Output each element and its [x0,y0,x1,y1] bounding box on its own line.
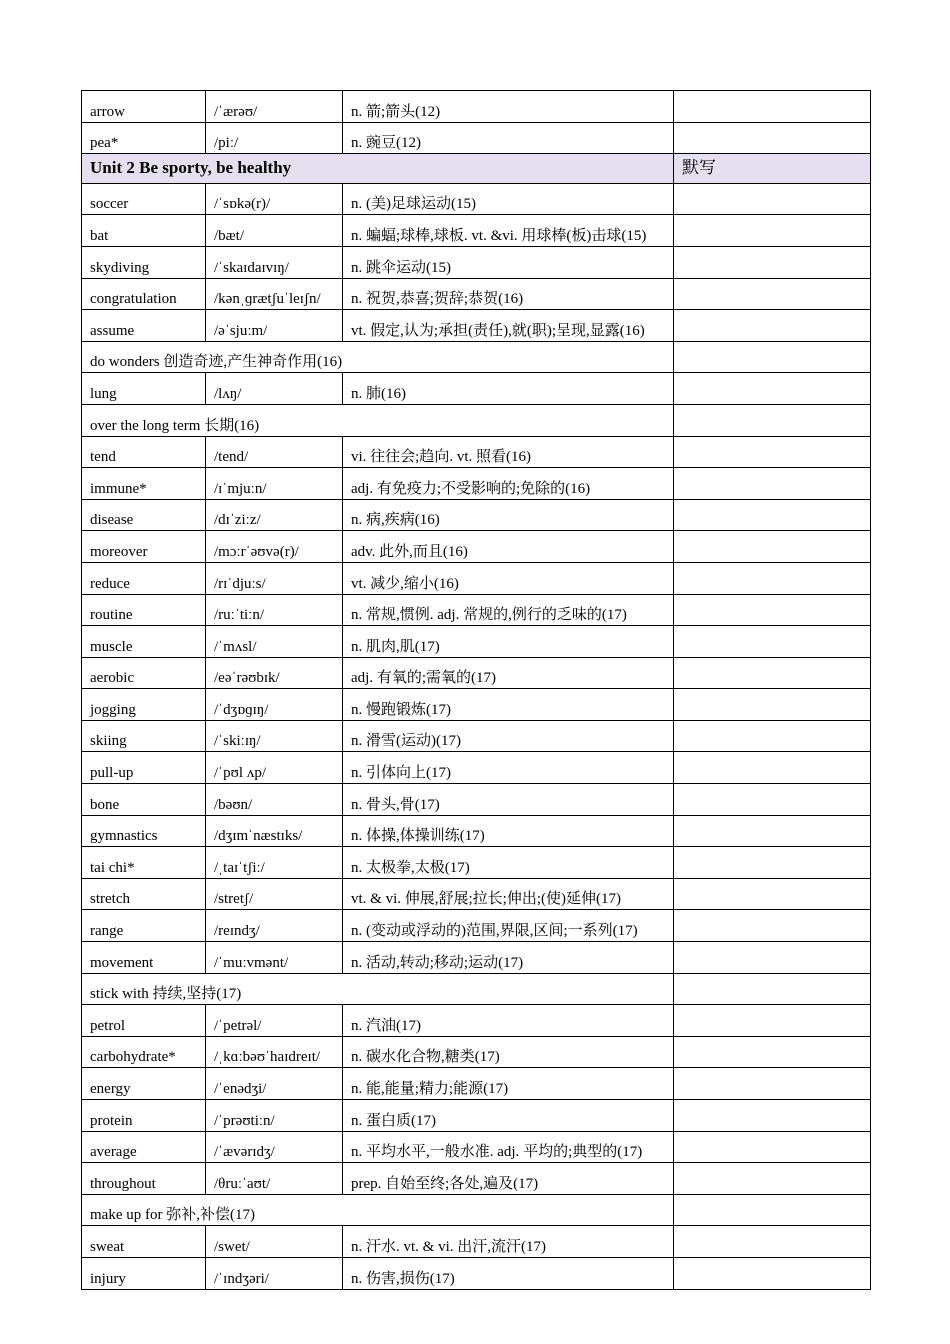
word-row [82,310,871,342]
meaning-cell: n. 汽油(17) [343,1005,674,1037]
word-row [82,122,871,154]
word-row [82,689,871,721]
word-cell: moreover [82,531,206,563]
word-row [82,1036,871,1068]
meaning-cell: n. 常规,惯例. adj. 常规的,例行的乏味的(17) [343,594,674,626]
meaning-cell: adj. 有氧的;需氧的(17) [343,657,674,689]
word-cell: soccer [82,183,206,215]
phonetic-cell: /ruːˈtiːn/ [206,594,343,626]
meaning-cell: n. 滑雪(运动)(17) [343,720,674,752]
word-cell: pull-up [82,752,206,784]
word-row [82,278,871,310]
dictation-cell[interactable] [674,278,871,310]
phonetic-cell: /bəʊn/ [206,784,343,816]
word-cell: congratulation [82,278,206,310]
phrase-text: over the long term 长期(16) [82,404,674,436]
phonetic-cell: /ˈpʊl ʌp/ [206,752,343,784]
meaning-cell: n. 病,疾病(16) [343,499,674,531]
phonetic-cell: /ˈsɒkə(r)/ [206,183,343,215]
word-row [82,246,871,278]
word-row [82,1131,871,1163]
word-cell: range [82,910,206,942]
dictation-cell[interactable] [674,815,871,847]
dictation-cell[interactable] [674,341,871,373]
meaning-cell: n. 碳水化合物,糖类(17) [343,1036,674,1068]
phonetic-cell: /tend/ [206,436,343,468]
meaning-cell: vi. 往往会;趋向. vt. 照看(16) [343,436,674,468]
meaning-cell: n. (变动或浮动的)范围,界限,区间;一系列(17) [343,910,674,942]
word-cell: immune* [82,468,206,500]
word-cell: sweat [82,1226,206,1258]
word-cell: aerobic [82,657,206,689]
dictation-cell[interactable] [674,1036,871,1068]
word-row [82,815,871,847]
word-cell: petrol [82,1005,206,1037]
phonetic-cell: /ˈmʌsl/ [206,626,343,658]
meaning-cell: n. 肺(16) [343,373,674,405]
word-row [82,910,871,942]
meaning-cell: n. 豌豆(12) [343,122,674,154]
dictation-header: 默写 [674,154,871,184]
word-cell: pea* [82,122,206,154]
dictation-cell[interactable] [674,183,871,215]
dictation-cell[interactable] [674,373,871,405]
dictation-cell[interactable] [674,1226,871,1258]
unit-header-row [82,154,871,184]
dictation-cell[interactable] [674,1163,871,1195]
dictation-cell[interactable] [674,942,871,974]
meaning-cell: adv. 此外,而且(16) [343,531,674,563]
phonetic-cell: /əˈsjuːm/ [206,310,343,342]
dictation-cell[interactable] [674,847,871,879]
word-row [82,468,871,500]
dictation-cell[interactable] [674,594,871,626]
word-row [82,1163,871,1195]
dictation-cell[interactable] [674,1257,871,1289]
meaning-cell: n. 肌肉,肌(17) [343,626,674,658]
phonetic-cell: /ˈɪndʒəri/ [206,1257,343,1289]
dictation-cell[interactable] [674,689,871,721]
word-row [82,1005,871,1037]
meaning-cell: n. 骨头,骨(17) [343,784,674,816]
meaning-cell: n. 平均水平,一般水准. adj. 平均的;典型的(17) [343,1131,674,1163]
word-cell: protein [82,1100,206,1132]
meaning-cell: n. 蛋白质(17) [343,1100,674,1132]
phonetic-cell: /ˈenədʒi/ [206,1068,343,1100]
dictation-cell[interactable] [674,468,871,500]
dictation-cell[interactable] [674,720,871,752]
word-row [82,1257,871,1289]
phonetic-cell: /kənˌɡrætʃuˈleɪʃn/ [206,278,343,310]
meaning-cell: vt. 假定,认为;承担(责任),就(职);呈现,显露(16) [343,310,674,342]
dictation-cell[interactable] [674,1100,871,1132]
word-cell: stretch [82,878,206,910]
dictation-cell[interactable] [674,1131,871,1163]
phonetic-cell: /ˈærəʊ/ [206,91,343,123]
word-cell: assume [82,310,206,342]
phonetic-cell: /eəˈrəʊbɪk/ [206,657,343,689]
dictation-cell[interactable] [674,1194,871,1226]
phonetic-cell: /mɔːrˈəʊvə(r)/ [206,531,343,563]
meaning-cell: n. 跳伞运动(15) [343,246,674,278]
dictation-cell[interactable] [674,562,871,594]
word-cell: average [82,1131,206,1163]
phrase-row [82,404,871,436]
dictation-cell[interactable] [674,626,871,658]
meaning-cell: vt. & vi. 伸展,舒展;拉长;伸出;(使)延伸(17) [343,878,674,910]
dictation-cell[interactable] [674,531,871,563]
word-row [82,847,871,879]
dictation-cell[interactable] [674,1068,871,1100]
word-cell: movement [82,942,206,974]
phrase-row [82,973,871,1005]
phonetic-cell: /ˈmuːvmənt/ [206,942,343,974]
word-cell: bone [82,784,206,816]
word-row [82,562,871,594]
meaning-cell: n. 引体向上(17) [343,752,674,784]
phonetic-cell: /dʒɪmˈnæstɪks/ [206,815,343,847]
word-cell: arrow [82,91,206,123]
word-cell: bat [82,215,206,247]
word-cell: gymnastics [82,815,206,847]
dictation-cell[interactable] [674,310,871,342]
dictation-cell[interactable] [674,246,871,278]
meaning-cell: n. 蝙蝠;球棒,球板. vt. &vi. 用球棒(板)击球(15) [343,215,674,247]
word-cell: tend [82,436,206,468]
meaning-cell: n. 能,能量;精力;能源(17) [343,1068,674,1100]
phonetic-cell: /piː/ [206,122,343,154]
phonetic-cell: /ˈskaɪdaɪvɪŋ/ [206,246,343,278]
word-row [82,436,871,468]
dictation-cell[interactable] [674,752,871,784]
phonetic-cell: /ˌtaɪˈtʃiː/ [206,847,343,879]
dictation-cell[interactable] [674,784,871,816]
phrase-row [82,341,871,373]
meaning-cell: n. 活动,转动;移动;运动(17) [343,942,674,974]
word-row [82,626,871,658]
word-row [82,499,871,531]
phonetic-cell: /ˈpetrəl/ [206,1005,343,1037]
word-row [82,1068,871,1100]
vocabulary-table-body [82,91,871,1290]
meaning-cell: n. 太极拳,太极(17) [343,847,674,879]
unit-title: Unit 2 Be sporty, be healthy [82,154,674,184]
word-row [82,752,871,784]
word-row [82,91,871,123]
meaning-cell: n. 体操,体操训练(17) [343,815,674,847]
meaning-cell: vt. 减少,缩小(16) [343,562,674,594]
word-row [82,183,871,215]
meaning-cell: adj. 有免疫力;不受影响的;免除的(16) [343,468,674,500]
word-cell: skiing [82,720,206,752]
word-row [82,1100,871,1132]
phonetic-cell: /dɪˈziːz/ [206,499,343,531]
phonetic-cell: /ˈævərɪdʒ/ [206,1131,343,1163]
meaning-cell: n. (美)足球运动(15) [343,183,674,215]
word-cell: muscle [82,626,206,658]
dictation-cell[interactable] [674,657,871,689]
phrase-row [82,1194,871,1226]
word-row [82,720,871,752]
phonetic-cell: /stretʃ/ [206,878,343,910]
phrase-text: do wonders 创造奇迹,产生神奇作用(16) [82,341,674,373]
phonetic-cell: /lʌŋ/ [206,373,343,405]
word-row [82,657,871,689]
dictation-cell[interactable] [674,1005,871,1037]
word-cell: carbohydrate* [82,1036,206,1068]
dictation-cell[interactable] [674,91,871,123]
word-cell: throughout [82,1163,206,1195]
word-row [82,784,871,816]
phrase-text: make up for 弥补,补偿(17) [82,1194,674,1226]
dictation-cell[interactable] [674,215,871,247]
word-cell: skydiving [82,246,206,278]
word-cell: tai chi* [82,847,206,879]
phonetic-cell: /swet/ [206,1226,343,1258]
phonetic-cell: /ɪˈmjuːn/ [206,468,343,500]
dictation-cell[interactable] [674,122,871,154]
phrase-text: stick with 持续,坚持(17) [82,973,674,1005]
phonetic-cell: /ˈskiːɪŋ/ [206,720,343,752]
meaning-cell: n. 箭;箭头(12) [343,91,674,123]
word-row [82,942,871,974]
word-cell: lung [82,373,206,405]
dictation-cell[interactable] [674,499,871,531]
phonetic-cell: /rɪˈdjuːs/ [206,562,343,594]
word-row [82,594,871,626]
dictation-cell[interactable] [674,436,871,468]
word-row [82,373,871,405]
meaning-cell: n. 祝贺,恭喜;贺辞;恭贺(16) [343,278,674,310]
word-cell: injury [82,1257,206,1289]
dictation-cell[interactable] [674,910,871,942]
phonetic-cell: /bæt/ [206,215,343,247]
phonetic-cell: /ˈprəʊtiːn/ [206,1100,343,1132]
word-row [82,878,871,910]
word-cell: energy [82,1068,206,1100]
word-row [82,215,871,247]
dictation-cell[interactable] [674,404,871,436]
word-row [82,1226,871,1258]
meaning-cell: prep. 自始至终;各处,遍及(17) [343,1163,674,1195]
phonetic-cell: /θruːˈaʊt/ [206,1163,343,1195]
meaning-cell: n. 汗水. vt. & vi. 出汗,流汗(17) [343,1226,674,1258]
meaning-cell: n. 伤害,损伤(17) [343,1257,674,1289]
word-cell: reduce [82,562,206,594]
meaning-cell: n. 慢跑锻炼(17) [343,689,674,721]
word-cell: jogging [82,689,206,721]
word-cell: routine [82,594,206,626]
dictation-cell[interactable] [674,878,871,910]
dictation-cell[interactable] [674,973,871,1005]
phonetic-cell: /reɪndʒ/ [206,910,343,942]
vocabulary-table [81,90,871,1290]
word-cell: disease [82,499,206,531]
phonetic-cell: /ˈdʒɒɡɪŋ/ [206,689,343,721]
word-row [82,531,871,563]
phonetic-cell: /ˌkɑːbəʊˈhaɪdreɪt/ [206,1036,343,1068]
